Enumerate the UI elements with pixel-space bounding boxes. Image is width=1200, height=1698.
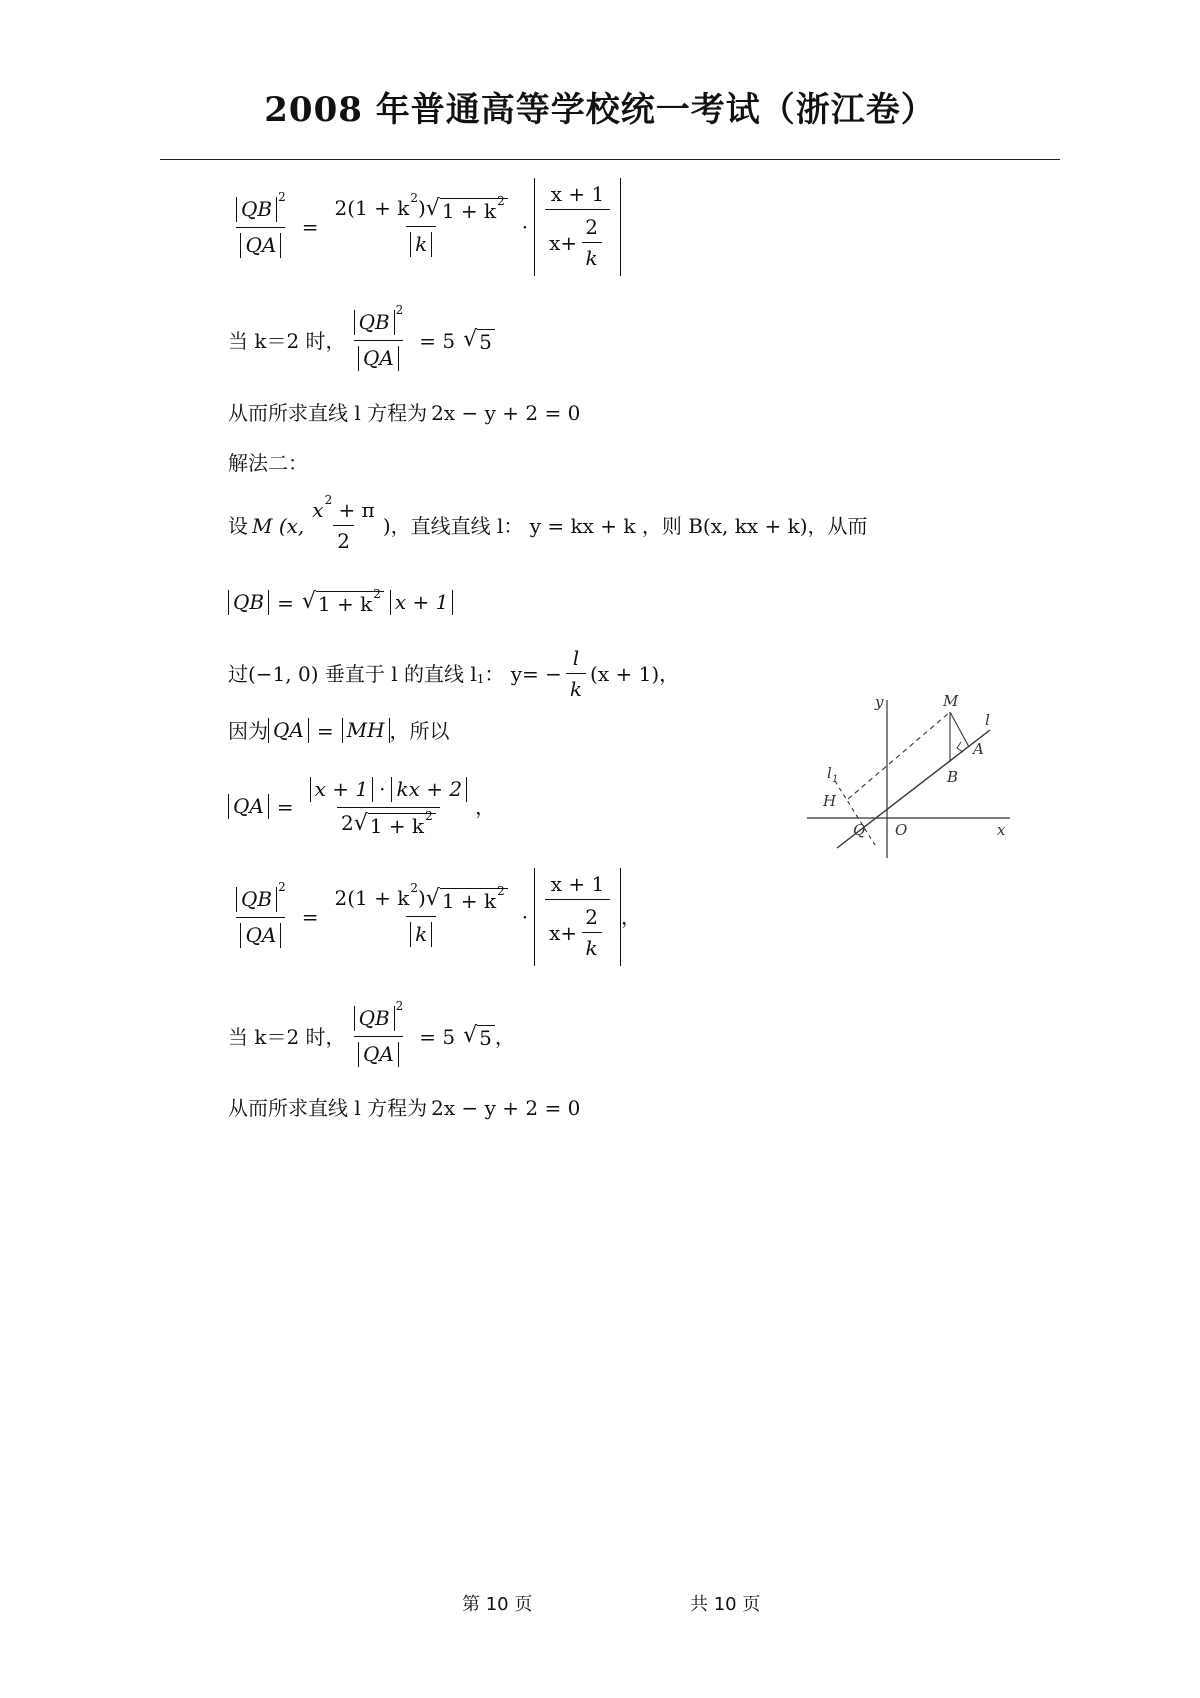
- geometry-figure: [805, 690, 1015, 865]
- ratio-rhs-fraction: $2(1 + k^2)$ √ $1 + k^2$ k: [331, 196, 512, 259]
- label-O: O: [895, 821, 908, 839]
- label-l1: l: [827, 764, 832, 782]
- method-two-heading: 解法二：: [228, 451, 308, 475]
- dashed-parallel: [848, 712, 950, 799]
- label-l1-sub: 1: [832, 774, 839, 785]
- page-number: 第 10 页: [462, 1594, 533, 1615]
- qa-length-formula: QA = x + 1 · kx + 2 2 √ $1 + k^2$ ，: [228, 775, 495, 838]
- label-x: x: [997, 821, 1006, 839]
- when-k-line-1: 当 k＝2 时， $\frac{QB ^2}{QA}$ = 5 √ 5: [228, 308, 495, 373]
- segment-MA: [950, 712, 969, 747]
- page-total: 共 10 页: [690, 1594, 761, 1615]
- conclusion-line-2: 从而所求直线 l 方程为 2x − y + 2 = 0: [228, 1096, 581, 1120]
- conclusion-line-1: 从而所求直线 l 方程为 2x − y + 2 = 0: [228, 401, 581, 425]
- because-line: 因为 QA = MH ，所以: [228, 718, 450, 743]
- label-M: M: [943, 692, 959, 710]
- label-Q: Q: [853, 821, 866, 839]
- ratio-formula-2: $\frac{QB ^2}{QA}$ = $2(1 + k^2)$ √ $1 + k^2$ k · x + 1 x+ $\frac{2}{k}$ ，: [228, 868, 641, 966]
- page-title: 2008 年普通高等学校统一考试（浙江卷）: [264, 90, 936, 130]
- ratio-formula-1: $\frac{QB ^2}{QA}$ = $2(1 + k^2)$ √ $1 + k^2$ k · x + 1 x+ $\frac{2}{k}$: [228, 178, 621, 276]
- set-M-line: 设 M (x, $\frac{x^2 + \pi}{2}$ ) ，直线直线 l： y = kx + k ，则 B(x, kx + k)，从而: [228, 493, 868, 553]
- when-k-line-2: 当 k＝2 时， $\frac{QB ^2}{QA}$ = 5 √ 5 ，: [228, 1004, 515, 1069]
- title-rule: [160, 159, 1060, 160]
- abs-fraction: x + 1 x+ $\frac{2}{k}$: [534, 178, 621, 276]
- right-angle-mark: [957, 742, 963, 752]
- label-y: y: [875, 693, 884, 711]
- label-A: A: [973, 740, 984, 758]
- qb-length-line: QB = √ $1 + k^2$ x + 1: [228, 590, 453, 615]
- perpendicular-line: 过(−1, 0) 垂直于 l 的直线 l 1 ： y= − $\frac{l}{k}$ (x + 1)，: [228, 646, 680, 701]
- label-B: B: [947, 768, 959, 786]
- ratio-fraction: $\frac{QB ^2}{QA}$: [232, 195, 290, 260]
- label-H: H: [823, 792, 837, 810]
- label-l: l: [985, 711, 990, 729]
